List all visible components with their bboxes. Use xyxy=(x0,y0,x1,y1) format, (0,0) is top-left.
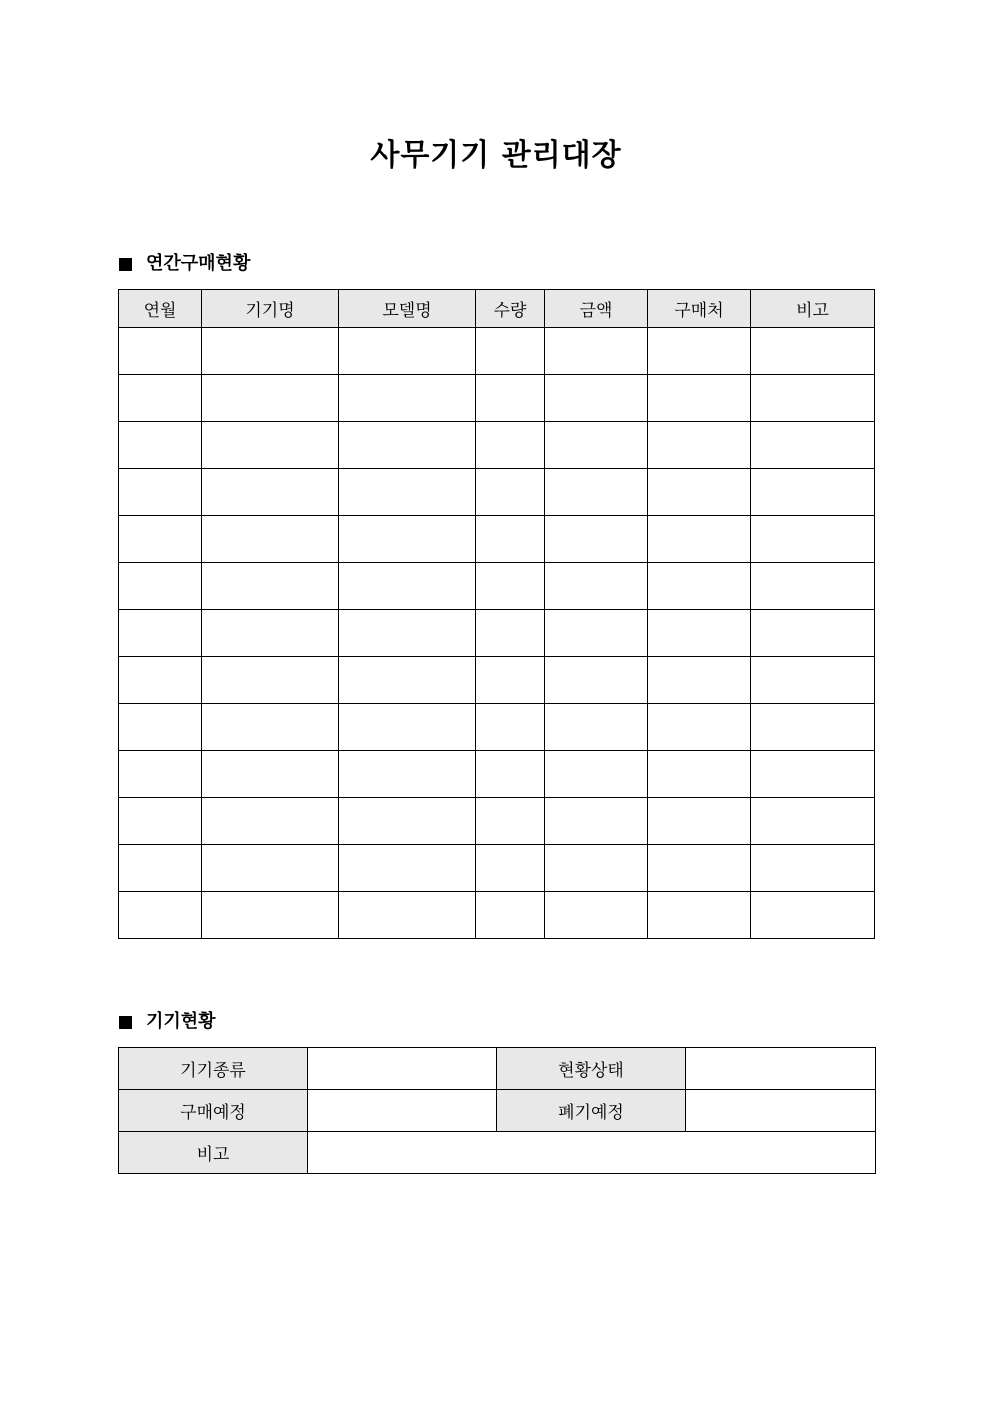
cell-vendor[interactable] xyxy=(648,845,751,892)
cell-year-month[interactable] xyxy=(119,704,202,751)
table-row xyxy=(119,704,875,751)
cell-year-month[interactable] xyxy=(119,845,202,892)
cell-device-name[interactable] xyxy=(202,422,339,469)
cell-device-name[interactable] xyxy=(202,845,339,892)
cell-remarks[interactable] xyxy=(751,704,875,751)
table-row xyxy=(119,563,875,610)
cell-quantity[interactable] xyxy=(476,469,545,516)
cell-quantity[interactable] xyxy=(476,563,545,610)
cell-remarks[interactable] xyxy=(751,892,875,939)
cell-amount[interactable] xyxy=(545,704,648,751)
table-row xyxy=(119,375,875,422)
col-header-amount: 금액 xyxy=(545,290,648,328)
cell-model-name[interactable] xyxy=(339,563,476,610)
cell-amount[interactable] xyxy=(545,845,648,892)
cell-amount[interactable] xyxy=(545,657,648,704)
purchase-table-header xyxy=(119,290,875,328)
cell-quantity[interactable] xyxy=(476,328,545,375)
cell-year-month[interactable] xyxy=(119,375,202,422)
cell-model-name[interactable] xyxy=(339,704,476,751)
current-status-cell[interactable] xyxy=(686,1048,876,1090)
cell-amount[interactable] xyxy=(545,422,648,469)
cell-quantity[interactable] xyxy=(476,610,545,657)
cell-quantity[interactable] xyxy=(476,751,545,798)
cell-vendor[interactable] xyxy=(648,610,751,657)
cell-remarks[interactable] xyxy=(751,422,875,469)
cell-device-name[interactable] xyxy=(202,751,339,798)
cell-year-month[interactable] xyxy=(119,563,202,610)
cell-year-month[interactable] xyxy=(119,798,202,845)
label-device-type: 기기종류 xyxy=(119,1048,308,1090)
cell-quantity[interactable] xyxy=(476,704,545,751)
cell-quantity[interactable] xyxy=(476,845,545,892)
cell-model-name[interactable] xyxy=(339,610,476,657)
cell-year-month[interactable] xyxy=(119,892,202,939)
table-row xyxy=(119,1132,876,1174)
cell-device-name[interactable] xyxy=(202,328,339,375)
table-row xyxy=(119,516,875,563)
cell-amount[interactable] xyxy=(545,328,648,375)
cell-amount[interactable] xyxy=(545,563,648,610)
cell-model-name[interactable] xyxy=(339,657,476,704)
cell-device-name[interactable] xyxy=(202,516,339,563)
cell-vendor[interactable] xyxy=(648,657,751,704)
table-row xyxy=(119,892,875,939)
table-row xyxy=(119,798,875,845)
square-bullet-icon xyxy=(119,1016,132,1029)
cell-remarks[interactable] xyxy=(751,798,875,845)
cell-remarks[interactable] xyxy=(751,657,875,704)
cell-quantity[interactable] xyxy=(476,798,545,845)
table-row xyxy=(119,328,875,375)
cell-amount[interactable] xyxy=(545,375,648,422)
status-table xyxy=(118,1047,876,1174)
col-header-year-month: 연월 xyxy=(119,290,202,328)
label-purchase-plan: 구매예정 xyxy=(119,1090,308,1132)
col-header-remarks: 비고 xyxy=(751,290,875,328)
cell-year-month[interactable] xyxy=(119,657,202,704)
cell-vendor[interactable] xyxy=(648,422,751,469)
label-remarks: 비고 xyxy=(119,1132,308,1174)
purchase-table-body xyxy=(119,328,875,939)
cell-amount[interactable] xyxy=(545,516,648,563)
cell-quantity[interactable] xyxy=(476,422,545,469)
cell-model-name[interactable] xyxy=(339,892,476,939)
table-row xyxy=(119,1048,876,1090)
cell-device-name[interactable] xyxy=(202,892,339,939)
cell-amount[interactable] xyxy=(545,610,648,657)
cell-year-month[interactable] xyxy=(119,328,202,375)
cell-year-month[interactable] xyxy=(119,516,202,563)
page-title: 사무기기 관리대장 xyxy=(370,138,622,173)
table-row xyxy=(119,610,875,657)
cell-vendor[interactable] xyxy=(648,469,751,516)
cell-quantity[interactable] xyxy=(476,516,545,563)
cell-vendor[interactable] xyxy=(648,563,751,610)
cell-model-name[interactable] xyxy=(339,469,476,516)
cell-remarks[interactable] xyxy=(751,375,875,422)
table-row xyxy=(119,657,875,704)
cell-amount[interactable] xyxy=(545,892,648,939)
cell-amount[interactable] xyxy=(545,469,648,516)
cell-device-name[interactable] xyxy=(202,375,339,422)
table-row xyxy=(119,1090,876,1132)
cell-remarks[interactable] xyxy=(751,469,875,516)
cell-vendor[interactable] xyxy=(648,892,751,939)
cell-quantity[interactable] xyxy=(476,657,545,704)
table-row xyxy=(119,469,875,516)
cell-model-name[interactable] xyxy=(339,751,476,798)
cell-remarks[interactable] xyxy=(751,516,875,563)
col-header-vendor: 구매처 xyxy=(648,290,751,328)
cell-device-name[interactable] xyxy=(202,610,339,657)
cell-year-month[interactable] xyxy=(119,610,202,657)
device-type-cell[interactable] xyxy=(308,1048,497,1090)
cell-amount[interactable] xyxy=(545,798,648,845)
section-heading-purchase-label: 연간구매현황 xyxy=(146,253,251,274)
cell-remarks[interactable] xyxy=(751,751,875,798)
cell-year-month[interactable] xyxy=(119,751,202,798)
cell-amount[interactable] xyxy=(545,751,648,798)
cell-vendor[interactable] xyxy=(648,328,751,375)
cell-quantity[interactable] xyxy=(476,892,545,939)
cell-vendor[interactable] xyxy=(648,375,751,422)
cell-year-month[interactable] xyxy=(119,469,202,516)
purchase-table xyxy=(118,289,875,939)
cell-model-name[interactable] xyxy=(339,422,476,469)
cell-model-name[interactable] xyxy=(339,328,476,375)
cell-device-name[interactable] xyxy=(202,563,339,610)
cell-model-name[interactable] xyxy=(339,798,476,845)
cell-vendor[interactable] xyxy=(648,704,751,751)
cell-model-name[interactable] xyxy=(339,845,476,892)
disposal-plan-cell[interactable] xyxy=(686,1090,876,1132)
cell-device-name[interactable] xyxy=(202,704,339,751)
cell-remarks[interactable] xyxy=(751,563,875,610)
col-header-device-name: 기기명 xyxy=(202,290,339,328)
label-disposal-plan: 폐기예정 xyxy=(497,1090,686,1132)
table-row xyxy=(119,422,875,469)
cell-model-name[interactable] xyxy=(339,516,476,563)
section-heading-status-label: 기기현황 xyxy=(146,1011,216,1032)
cell-year-month[interactable] xyxy=(119,422,202,469)
cell-vendor[interactable] xyxy=(648,516,751,563)
cell-device-name[interactable] xyxy=(202,798,339,845)
label-current-status: 현황상태 xyxy=(497,1048,686,1090)
cell-remarks[interactable] xyxy=(751,328,875,375)
cell-vendor[interactable] xyxy=(648,751,751,798)
remarks-cell[interactable] xyxy=(308,1132,876,1174)
table-row xyxy=(119,845,875,892)
cell-vendor[interactable] xyxy=(648,798,751,845)
cell-model-name[interactable] xyxy=(339,375,476,422)
cell-device-name[interactable] xyxy=(202,657,339,704)
cell-quantity[interactable] xyxy=(476,375,545,422)
section-heading-status xyxy=(119,1010,216,1034)
purchase-plan-cell[interactable] xyxy=(308,1090,497,1132)
section-heading-purchase xyxy=(119,252,250,276)
table-row xyxy=(119,751,875,798)
col-header-quantity: 수량 xyxy=(476,290,545,328)
cell-device-name[interactable] xyxy=(202,469,339,516)
cell-remarks[interactable] xyxy=(751,845,875,892)
square-bullet-icon xyxy=(119,258,132,271)
cell-remarks[interactable] xyxy=(751,610,875,657)
col-header-model-name: 모델명 xyxy=(339,290,476,328)
